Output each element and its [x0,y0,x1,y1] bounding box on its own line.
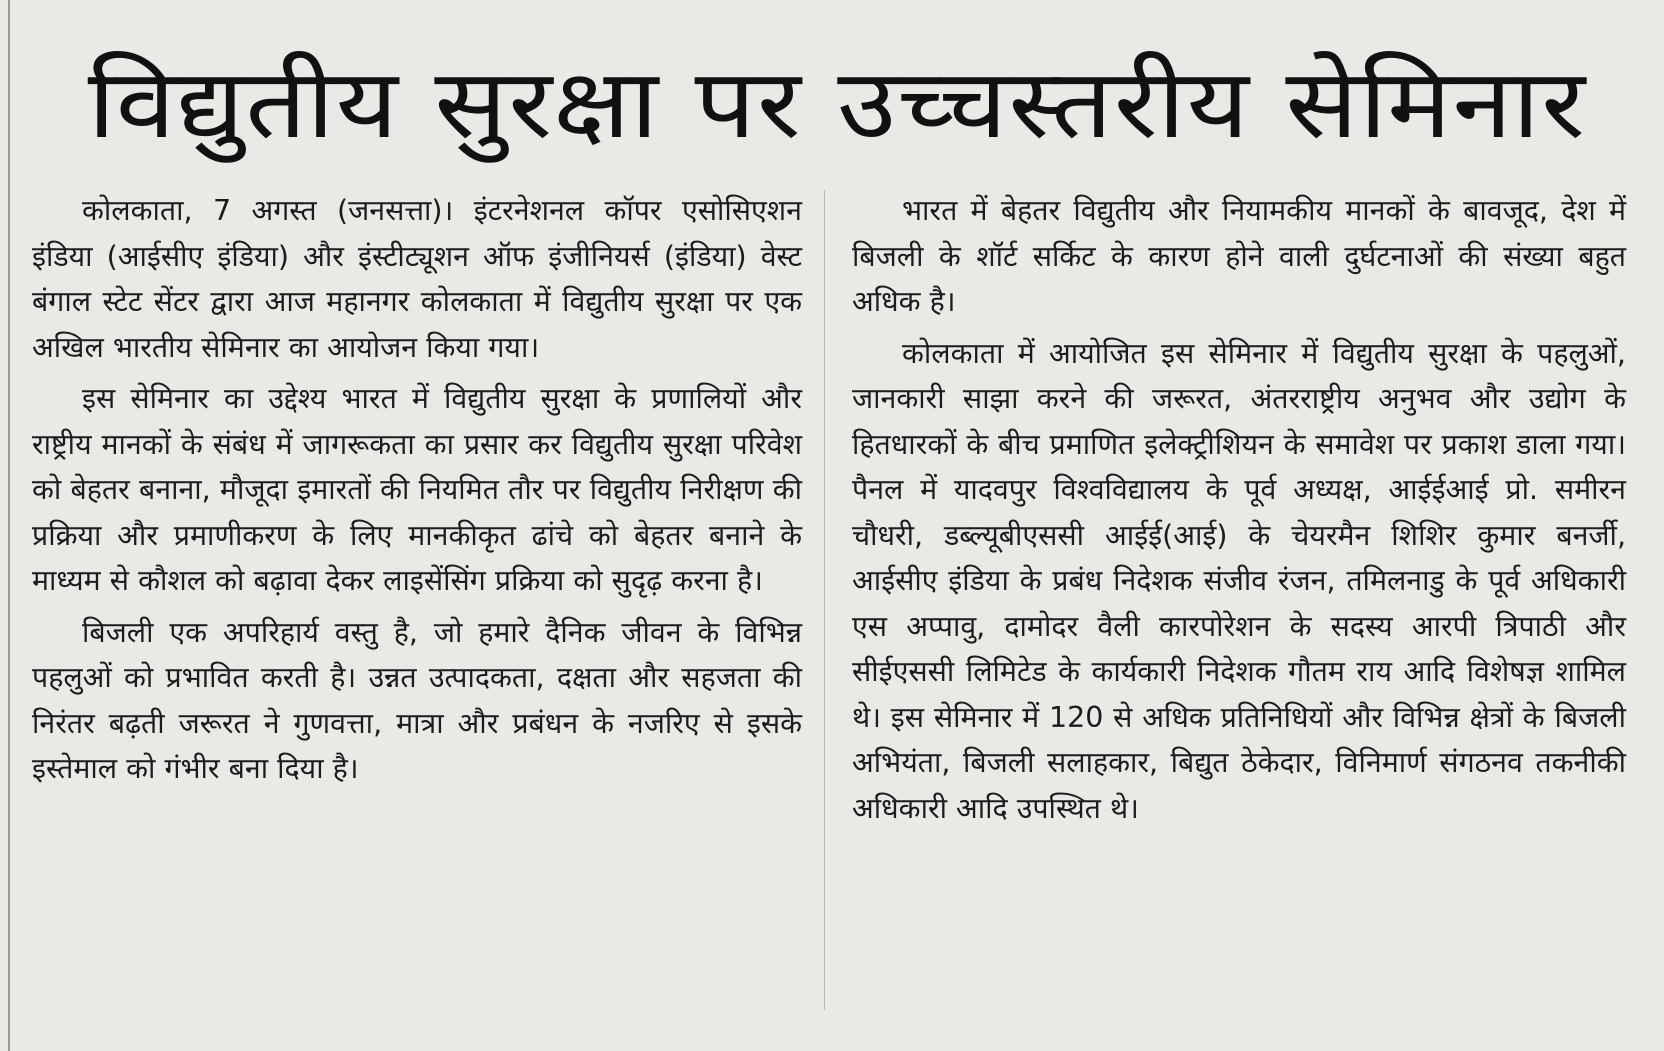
headline: विद्युतीय सुरक्षा पर उच्चस्तरीय सेमिनार [87,48,1587,160]
paragraph-electricity: बिजली एक अपरिहार्य वस्तु है, जो हमारे दैनिक जीवन के विभिन्न पहलुओं को प्रभावित करती है। उन्नत उत्पादकता, दक्षता और सहजता की निरंतर बढ़ती जरूरत ने गुणवत्ता, मात्रा और प्रबंधन के नजरिए से इसके इस्तेमाल को गंभीर बना दिया है। [32,615,802,785]
paragraph-panel: कोलकाता में आयोजित इस सेमिनार में विद्युतीय सुरक्षा के पहलुओं, जानकारी साझा करने की जरूरत, अंतरराष्ट्रीय अनुभव और उद्योग के हितधारकों के बीच प्रमाणित इलेक्ट्रीशियन के समावेश पर प्रकाश डाला गया। पैनल में यादवपुर विश्वविद्यालय के पूर्व अध्यक्ष, आईईआई प्रो. समीरन चौधरी, डब्ल्यूबीएससी आईई(आई) के चेयरमैन शिशिर कुमार बनर्जी, आईसीए इंडिया के प्रबंध निदेशक संजीव रंजन, तमिलनाडु के पूर्व अधिकारी एस अप्पावु, दामोदर वैली कारपोरेशन के सदस्य आरपी त्रिपाठी और सीईएससी लिमिटेड के कार्यकारी निदेशक गौतम राय आदि विशेषज्ञ शामिल थे। इस सेमिनार में 120 से अधिक प्रतिनिधियों और विभिन्न क्षेत्रों के बिजली अभियंता, बिजली सलाहकार, बिद्युत ठेकेदार, विनिमार्ण संगठनव तकनीकी अधिकारी आदि उपस्थित थे। [852,336,1626,825]
article-left-column [32,188,802,792]
paragraph-accidents: भारत में बेहतर विद्युतीय और नियामकीय मानकों के बावजूद, देश में बिजली के शॉर्ट सर्किट के कारण होने वाली दुर्घटनाओं की संख्या बहुत अधिक है। [852,194,1626,318]
paragraph-intro: कोलकाता, 7 अगस्त (जनसत्ता)। इंटरनेशनल कॉपर एसोसिएशन इंडिया (आईसीए इंडिया) और इंस्टीट्यूशन ऑफ इंजीनियर्स (इंडिया) वेस्ट बंगाल स्टेट सेंटर द्वारा आज महानगर कोलकाता में विद्युतीय सुरक्षा पर एक अखिल भारतीय सेमिनार का आयोजन किया गया। [32,194,802,364]
paragraph-objective: इस सेमिनार का उद्देश्य भारत में विद्युतीय सुरक्षा के प्रणालियों और राष्ट्रीय मानकों के संबंध में जागरूकता का प्रसार कर विद्युतीय सुरक्षा परिवेश को बेहतर बनाना, मौजूदा इमारतों की नियमित तौर पर विद्युतीय निरीक्षण की प्रक्रिया और प्रमाणीकरण के लिए मानकीकृत ढांचे को बेहतर बनाने के माध्यम से कौशल को बढ़ावा देकर लाइसेंसिंग प्रक्रिया को सुदृढ़ करना है। [32,382,802,597]
column-divider [824,190,825,1010]
article-right-column [852,188,1626,831]
